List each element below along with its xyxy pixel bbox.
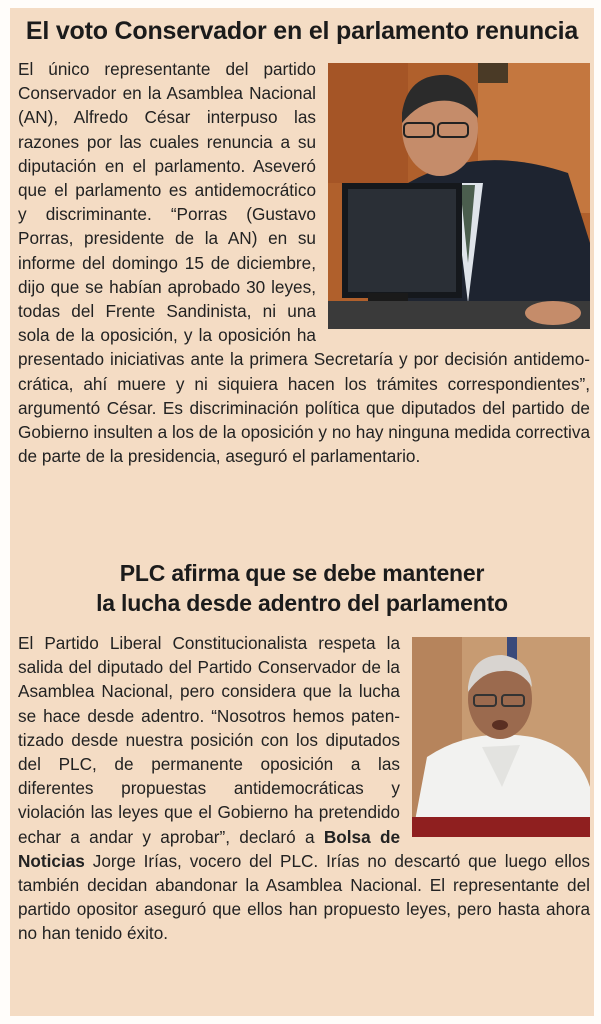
headline-article-2	[10, 558, 594, 618]
photo-legislator-at-desk	[328, 63, 590, 329]
article-2-body-block	[18, 631, 590, 946]
article-1-text: El único representante del partido Conservador en la Asamblea Nacional (AN), Alfredo César interpuso las razones por las cuales renuncia a su diputación en el parlamento. Aseveró que el parlamento es antidemocrático y discriminante. “Porras (Gustavo Porras, presidente de la AN) en su informe del domingo 15 de diciembre, dijo que se habían aprobado 30 leyes, todas del Frente Sandinista, ni una sola de la oposición, y la oposición ha presentado iniciativas ante la primera Secretaría y por decisión antidemocrática, ahí muere y ni siquiera hacen los trámites correspondientes”, argumentó César. Es discriminación política que diputados del partido de Gobierno insulten a los de la oposición y no hay ninguna medida correctiva de parte de la presidencia, aseguró el parlamentario.	[18, 59, 590, 467]
article-2-text-part-2: Jorge Irías, vocero del PLC. Irías no descartó que luego ellos también decidan abandonar la Asamblea Nacional. El representante del partido opositor aseguró que ellos han propuesto leyes, pero hasta ahora no han tenido éxito.	[18, 850, 591, 944]
headline-article-1: El voto Conservador en el parlamento renuncia	[25, 17, 579, 45]
news-clipping	[10, 8, 594, 1016]
legislator-photo-image	[328, 63, 590, 329]
news-outlet-name: Bolsa de Noticias	[18, 826, 400, 871]
photo-spokesman-speaking	[412, 637, 590, 837]
headline-article-2-line-1: PLC afirma que se debe mantener	[119, 560, 485, 586]
headline-article-2-line-2: la lucha desde adentro del parlamento	[96, 590, 508, 616]
spokesman-photo-image	[412, 637, 590, 837]
article-1-body-block	[18, 57, 590, 468]
article-2-text-part-1: El Partido Liberal Constitucionalista respeta la salida del diputado del Partido Conservador de la Asamblea Nacional, pero considera que la lucha se hace desde adentro. “Nosotros hemos patentizado desde nuestra posición con los diputados del PLC, de permanente oposición a las diferentes propuestas antidemocráticas y violación las leyes que el Gobierno ha pretendido echar a andar y aprobar”, declaró a	[18, 633, 400, 847]
